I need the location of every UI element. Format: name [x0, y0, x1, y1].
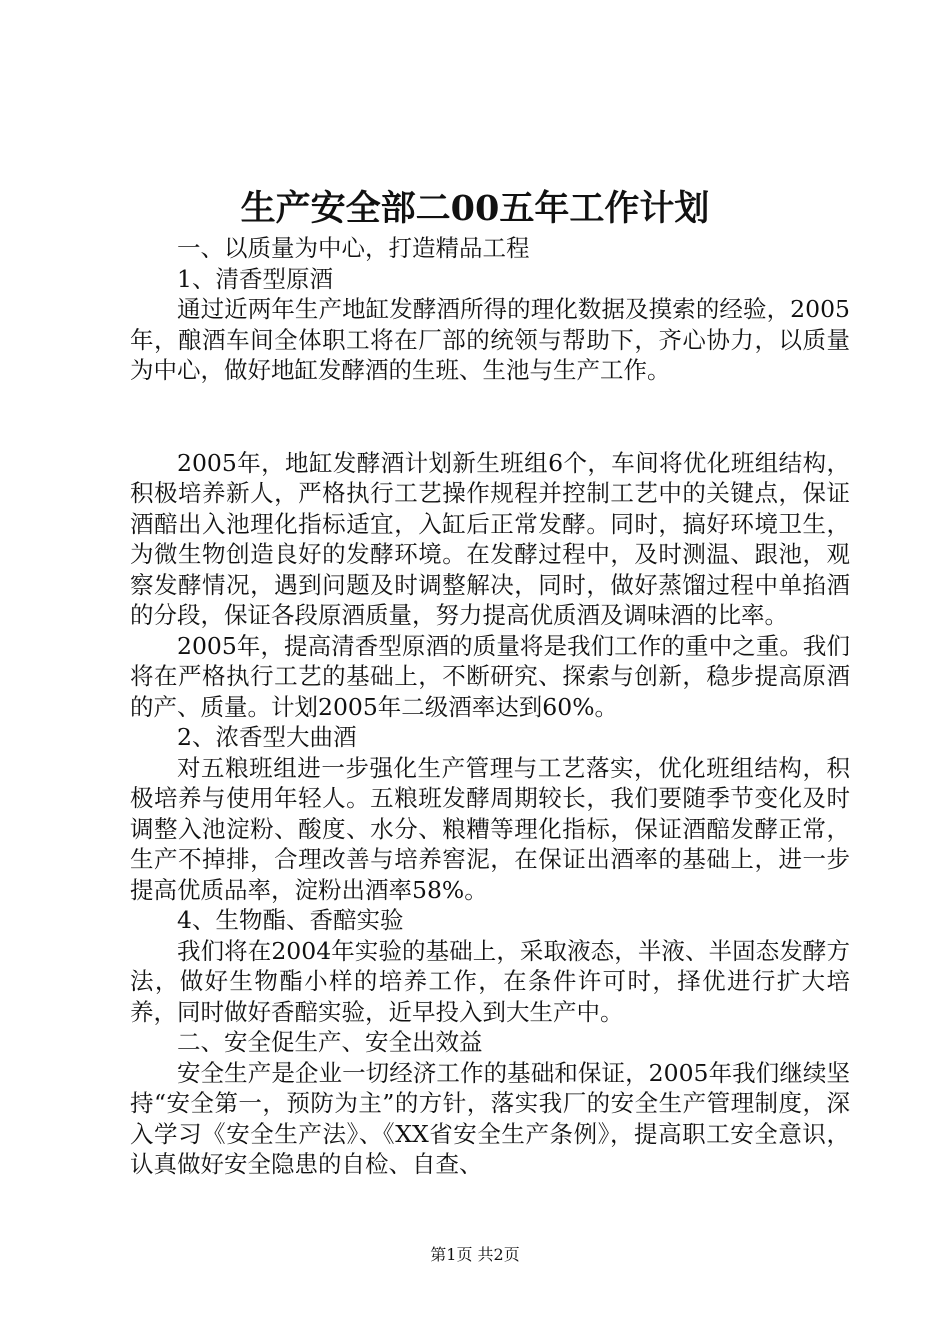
section-heading: 2、浓香型大曲酒	[177, 723, 357, 751]
section-heading: 4、生物酯、香醅实验	[177, 906, 404, 934]
section-heading: 一、以质量为中心，打造精品工程	[177, 234, 530, 262]
body-paragraph: 通过近两年生产地缸发酵酒所得的理化数据及摸索的经验，2005年，酿酒车间全体职工将在厂部的统领与帮助下，齐心协力，以质量为中心，做好地缸发酵酒的生班、生池与生产工作。	[130, 295, 850, 384]
page-footer: 第1页 共2页	[430, 1245, 520, 1264]
body-paragraph: 2005年，地缸发酵酒计划新生班组6个，车间将优化班组结构，积极培养新人，严格执行工艺操作规程并控制工艺中的关键点，保证酒醅出入池理化指标适宜，入缸后正常发酵。同时，搞好环境卫生，为微生物创造良好的发酵环境。在发酵过程中，及时测温、跟池，观察发酵情况，遇到问题及时调整解决，同时，做好蒸馏过程中单掐酒的分段，保证各段原酒质量，努力提高优质酒及调味酒的比率。	[130, 448, 850, 629]
section-heading: 二、安全促生产、安全出效益	[177, 1028, 483, 1056]
section-heading: 1、清香型原酒	[177, 264, 333, 293]
document-title: 生产安全部二00五年工作计划	[240, 188, 710, 229]
body-paragraph: 我们将在2004年实验的基础上，采取液态，半液、半固态发酵方法，做好生物酯小样的培养工作，在条件许可时，择优进行扩大培养，同时做好香醅实验，近早投入到大生产中。	[130, 936, 850, 1026]
body-paragraph: 对五粮班组进一步强化生产管理与工艺落实，优化班组结构，积极培养与使用年轻人。五粮班发酵周期较长，我们要随季节变化及时调整入池淀粉、酸度、水分、粮糟等理化指标，保证酒醅发酵正常，生产不掉排，合理改善与培养窖泥，在保证出酒率的基础上，进一步提高优质品率，淀粉出酒率58%。	[130, 753, 850, 904]
body-paragraph: 安全生产是企业一切经济工作的基础和保证，2005年我们继续坚持“安全第一，预防为主”的方针，落实我厂的安全生产管理制度，深入学习《安全生产法》、《XX省安全生产条例》，提高职工安全意识，认真做好安全隐患的自检、自查、	[130, 1058, 850, 1178]
body-paragraph: 2005年，提高清香型原酒的质量将是我们工作的重中之重。我们将在严格执行工艺的基础上，不断研究、探索与创新，稳步提高原酒的产、质量。计划2005年二级酒率达到60%。	[130, 631, 850, 721]
document-body	[130, 233, 850, 1180]
paragraph-gap	[130, 402, 850, 432]
